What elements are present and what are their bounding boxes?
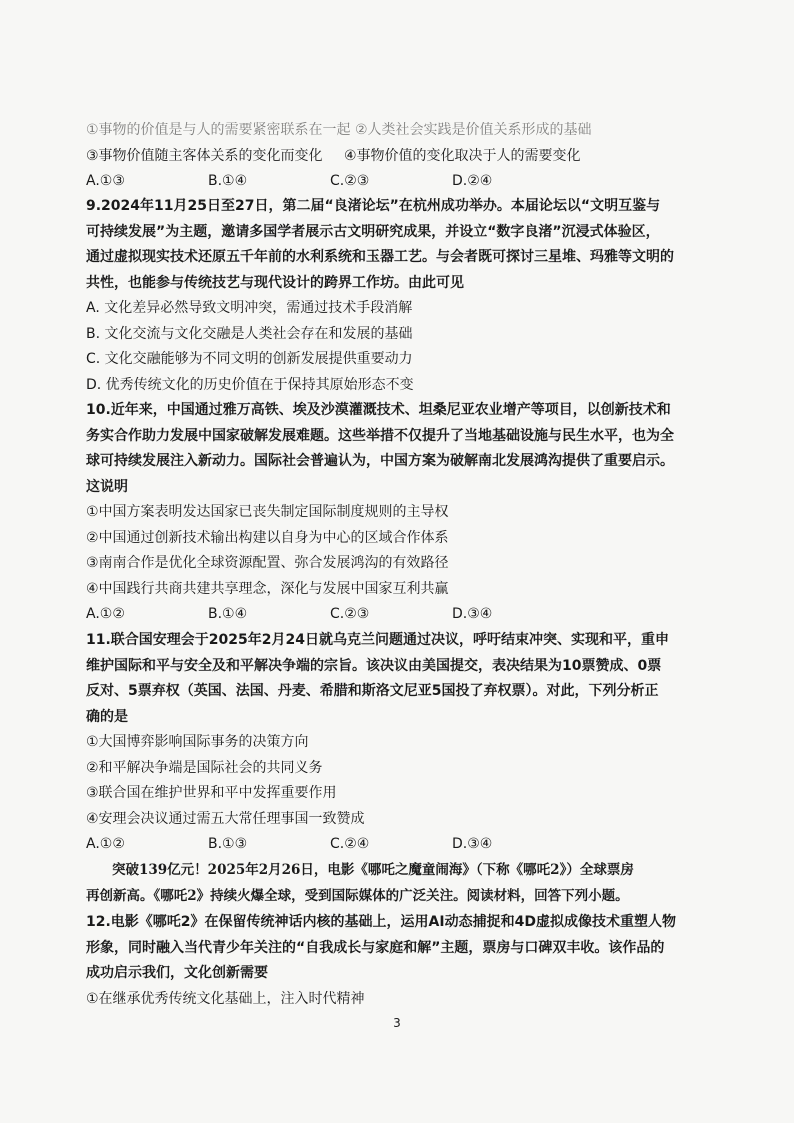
question-stem-line: 形象，同时融入当代青少年关注的“自我成长与家庭和解”主题，票房与口碑双丰收。该作品的 [86,939,665,956]
choice-d: D.③④ [452,606,493,622]
option-3: ③事物价值随主客体关系的变化而变化 [86,147,323,164]
question-stem-line: 10.近年来，中国通过雅万高铁、埃及沙漠灌溉技术、坦桑尼亚农业增产等项目，以创新技术和 [86,402,671,418]
material-line: 再创新高。《哪吒2》持续火爆全球，受到国际媒体的广泛关注。阅读材料，回答下列小题。 [86,887,629,904]
page-number: 3 [393,1016,401,1030]
option-4: ④安理会决议通过需五大常任理事国一致赞成 [86,810,365,827]
question-stem-line: 这说明 [86,478,128,495]
question-stem-line: 通过虚拟现实技术还原五千年前的水利系统和玉器工艺。与会者既可探讨三星堆、玛雅等文明的 [86,249,674,265]
question-stem-line: 球可持续发展注入新动力。国际社会普遍认为，中国方案为破解南北发展鸿沟提供了重要启示。 [86,453,674,469]
option-3: ③南南合作是优化全球资源配置、弥合发展鸿沟的有效路径 [86,555,449,571]
option-a: A. 文化差异必然导致文明冲突，需通过技术手段消解 [86,300,413,316]
option-d: D. 优秀传统文化的历史价值在于保持其原始形态不变 [86,376,414,393]
material-intro [86,858,700,909]
choice-b: B.①④ [208,173,248,189]
option-2: ②中国通过创新技术输出构建以自身为中心的区域合作体系 [86,529,449,546]
question-stem-line: 共性，也能参与传统技艺与现代设计的跨界工作坊。由此可见 [86,274,464,291]
question-stem-line: 维护国际和平与安全及和平解决争端的宗旨。该决议由美国提交，表决结果为10票赞成、0票 [86,657,662,674]
choice-d: D.②④ [452,173,493,189]
choice-b: B.①③ [208,836,248,852]
question-10 [86,398,700,628]
question-stem-line: 确的是 [86,708,128,725]
option-3: ③联合国在维护世界和平中发挥重要作用 [86,785,337,801]
choice-c: C.②③ [330,606,370,622]
choice-a: A.①② [86,836,125,852]
question-stem-line: 12.电影《哪吒2》在保留传统神话内核的基础上，运用AI动态捕捉和4D虚拟成像技术重塑人物 [86,914,676,930]
question-stem-line: 可持续发展”为主题，邀请多国学者展示古文明研究成果，并设立“数字良渚”沉浸式体验区， [86,223,660,240]
choices-row [86,602,700,628]
question-stem-line: 成功启示我们，文化创新需要 [86,965,268,981]
choices-row [86,169,700,195]
question-9 [86,194,700,398]
question-stem-line: 9.2024年11月25日至27日，第二届“良渚论坛”在杭州成功举办。本届论坛以“文明互鉴与 [86,198,661,214]
question-11 [86,628,700,858]
option-4: ④事物价值的变化取决于人的需要变化 [344,147,581,164]
cut-off-line: ①事物的价值是与人的需要紧密联系在一起 ②人类社会实践是价值关系形成的基础 [86,122,592,138]
choice-b: B.①④ [208,606,248,622]
choice-d: D.③④ [452,836,493,852]
previous-question-tail [86,118,700,195]
option-2: ②和平解决争端是国际社会的共同义务 [86,759,323,776]
question-stem-line: 务实合作助力发展中国家破解发展难题。这些举措不仅提升了当地基础设施与民生水平，也为全 [86,427,674,444]
option-b: B. 文化交流与文化交融是人类社会存在和发展的基础 [86,325,413,342]
option-1: ①中国方案表明发达国家已丧失制定国际制度规则的主导权 [86,504,449,520]
option-1: ①大国博弈影响国际事务的决策方向 [86,734,309,750]
choices-row [86,832,700,858]
material-line: 突破139亿元！2025年2月26日，电影《哪吒之魔童闹海》（下称《哪吒2》）全球票房 [112,862,634,878]
question-stem-line: 11.联合国安理会于2025年2月24日就乌克兰问题通过决议，呼吁结束冲突、实现和平，重申 [86,632,669,648]
option-pair [86,144,700,170]
choice-c: C.②④ [330,836,370,852]
question-stem-line: 反对、5票弃权（英国、法国、丹麦、希腊和斯洛文尼亚5国投了弃权票）。对此，下列分析正 [86,683,659,699]
choice-c: C.②③ [330,173,370,189]
choice-a: A.①② [86,606,125,622]
option-1: ①在继承优秀传统文化基础上，注入时代精神 [86,990,365,1007]
choice-a: A.①③ [86,173,125,189]
option-4: ④中国践行共商共建共享理念，深化与发展中国家互利共赢 [86,580,449,597]
option-c: C. 文化交融能够为不同文明的创新发展提供重要动力 [86,351,413,367]
question-12 [86,910,700,1012]
